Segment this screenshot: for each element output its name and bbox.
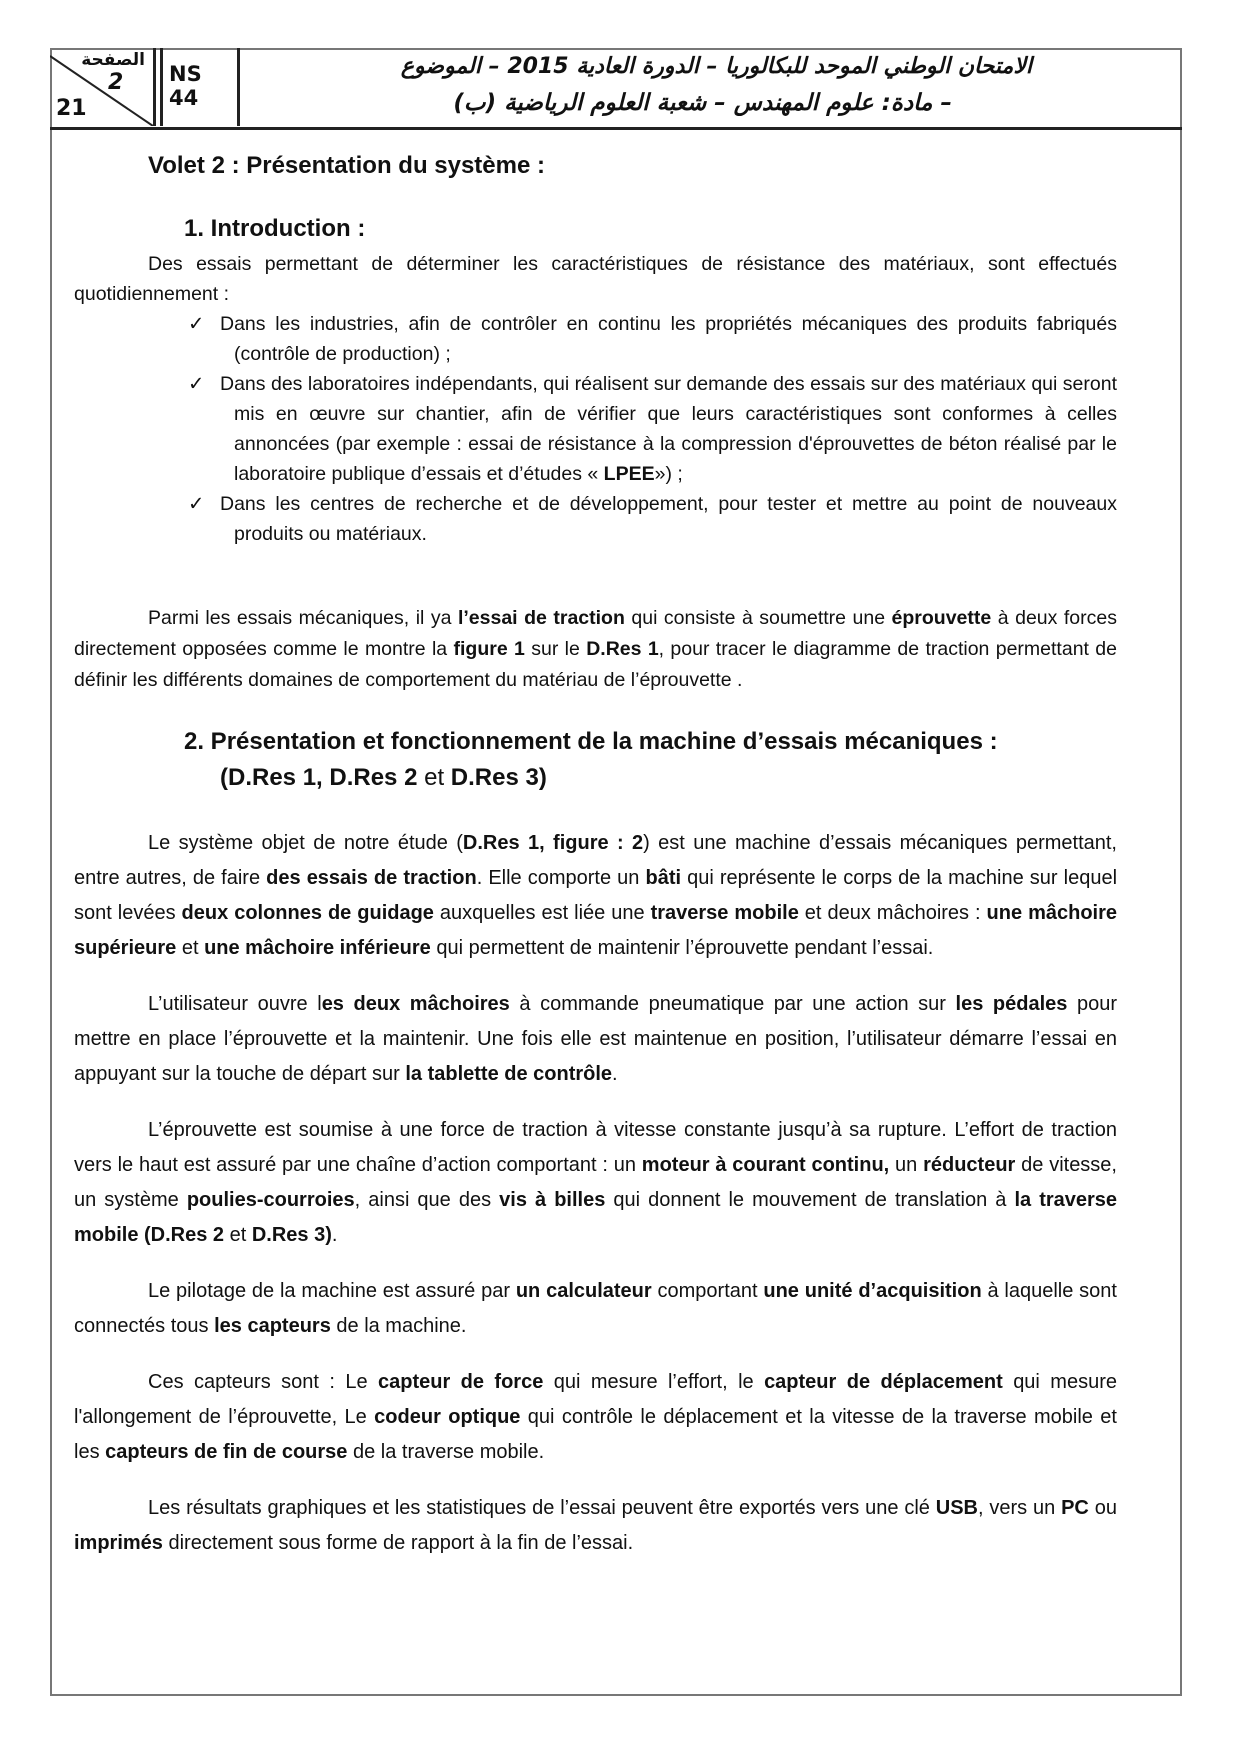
list-item (74, 309, 1117, 369)
volet-title: Volet 2 : Présentation du système : (148, 152, 545, 179)
machine-description-paragraph: Le système objet de notre étude (D.Res 1, figure : 2) est une machine d’essais mécaniques permettant, entre autres, de faire des essais de traction. Elle comporte un bâti qui représente le corps de la machine sur lequel sont levées deux colonnes de guidage auxquelles est liée une traverse mobile et deux mâchoires : une mâchoire supérieure et une mâchoire inférieure qui permettent de maintenir l’éprouvette pendant l’essai. (74, 832, 1118, 959)
section1-title: 1. Introduction : (184, 215, 366, 242)
exam-code: NS 44 (169, 62, 202, 110)
exam-title-line2: – مادة: علوم المهندس – شعبة العلوم الرياضية (ب) (453, 90, 952, 116)
action-chain-paragraph: L’éprouvette est soumise à une force de traction à vitesse constante jusqu’à sa rupture. L’effort de traction vers le haut est assuré par une chaîne d’action comportant : un moteur à courant continu, un réducteur de vitesse, un système poulies-courroies, ainsi que des vis à billes qui donnent le mouvement de translation à la traverse mobile (D.Res 2 et D.Res 3). (74, 1119, 1118, 1246)
exam-title-line1: الامتحان الوطني الموحد للبكالوريا – الدورة العادية 2015 – الموضوع (400, 54, 1032, 79)
list-item (74, 489, 1117, 549)
sensors-paragraph: Ces capteurs sont : Le capteur de force qui mesure l’effort, le capteur de déplacement qui mesure l'allongement de l’éprouvette, Le codeur optique qui contrôle le déplacement et la vitesse de la traverse mobile et les capteurs de fin de course de la traverse mobile. (74, 1371, 1117, 1463)
section2-title-line2: (D.Res 1, D.Res 2 et D.Res 3) (220, 764, 547, 791)
results-export-paragraph: Les résultats graphiques et les statistiques de l’essai peuvent être exportés vers une clé USB, vers un PC ou imprimés directement sous forme de rapport à la fin de l’essai. (74, 1497, 1117, 1554)
section1-intro: Des essais permettant de déterminer les caractéristiques de résistance des matériaux, sont effectués quotidiennement : (74, 253, 1117, 305)
check-icon: ✓ (188, 313, 205, 335)
traction-paragraph: Parmi les essais mécaniques, il ya l’essai de traction qui consiste à soumettre une éprouvette à deux forces directement opposées comme le montre la figure 1 sur le D.Res 1, pour tracer le diagramme de traction permettant de définir les différents domaines de comportement du matériau de l’éprouvette . (74, 607, 1117, 691)
page-total: 21 (56, 96, 87, 121)
control-paragraph: Le pilotage de la machine est assuré par un calculateur comportant une unité d’acquisition à laquelle sont connectés tous les capteurs de la machine. (74, 1280, 1117, 1337)
check-icon: ✓ (188, 373, 205, 395)
section2-title (184, 724, 998, 796)
exam-header (50, 48, 1182, 130)
list-item-text: Dans les centres de recherche et de développement, pour tester et mettre au point de nouveaux produits ou matériaux. (220, 493, 1117, 545)
lpee-acronym: LPEE (603, 463, 655, 485)
section2-title-line1: 2. Présentation et fonctionnement de la machine d’essais mécaniques : (184, 728, 998, 755)
exam-title-box (250, 48, 1182, 126)
user-operation-paragraph: L’utilisateur ouvre les deux mâchoires à commande pneumatique par une action sur les pédales pour mettre en place l’éprouvette et la maintenir. Une fois elle est maintenue en position, l’utilisateur démarre l’essai en appuyant sur la touche de départ sur la tablette de contrôle. (74, 993, 1117, 1085)
page-number: 2 (108, 70, 124, 95)
list-item (74, 369, 1117, 489)
exam-code-box (160, 48, 240, 126)
list-item-text: Dans des laboratoires indépendants, qui réalisent sur demande des essais sur des matériaux qui seront mis en œuvre sur chantier, afin de vérifier que leurs caractéristiques sont conformes à celles annoncées (par exemple : essai de résistance à la compression d'éprouvettes de béton réalisé par le laboratoire publique d’essais et d’études « LPEE») ; (220, 373, 1117, 485)
page-label: الصفحة (81, 50, 145, 70)
list-item-text: Dans les industries, afin de contrôler en continu les propriétés mécaniques des produits fabriqués (contrôle de production) ; (220, 313, 1117, 365)
usage-list (74, 309, 1117, 549)
section2-body (74, 826, 1117, 1561)
page-number-box (50, 48, 156, 126)
check-icon: ✓ (188, 493, 205, 515)
